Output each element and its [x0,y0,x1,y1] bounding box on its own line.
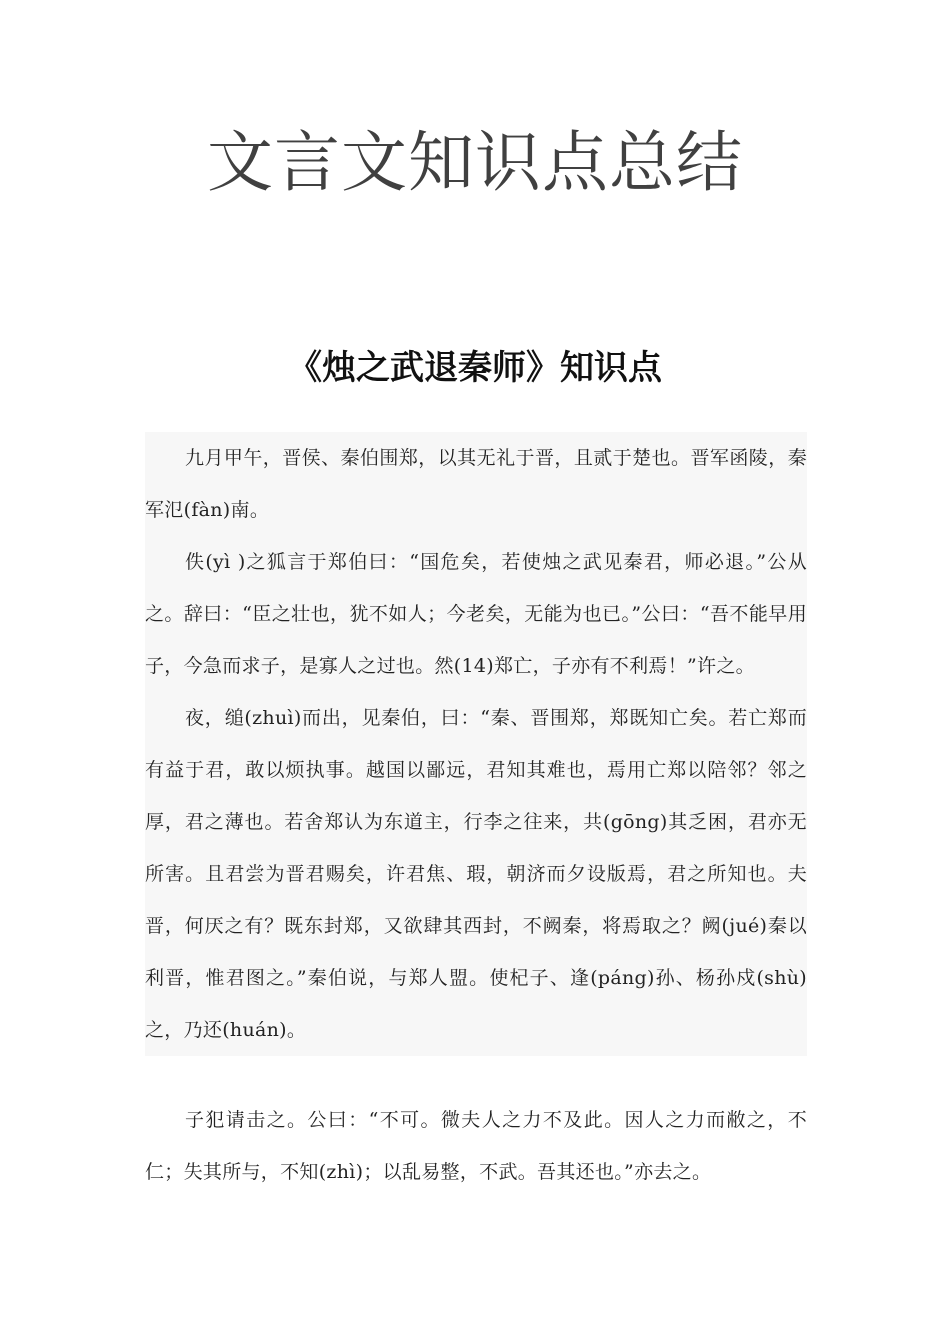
plain-text-block [145,1094,807,1198]
paragraph-1: 九月甲午，晋侯、秦伯围郑，以其无礼于晋，且贰于楚也。晋军函陵，秦军氾(fàn)南。 [145,447,807,521]
shaded-text-block [145,432,807,1056]
document-title: 文言文知识点总结 [207,124,743,201]
paragraph-4: 子犯请击之。公曰：“不可。微夫人之力不及此。因人之力而敝之，不仁；失其所与，不知(zhì)；以乱易整，不武。吾其还也。”亦去之。 [145,1109,807,1183]
paragraph-3: 夜，缒(zhuì)而出，见秦伯，曰：“秦、晋围郑，郑既知亡矣。若亡郑而有益于君，敢以烦执事。越国以鄙远，君知其难也，焉用亡郑以陪邻？邻之厚，君之薄也。若舍郑认为东道主，行李之往来，共(gōng)其乏困，君亦无所害。且君尝为晋君赐矣，许君焦、瑕，朝济而夕设版焉，君之所知也。夫晋，何厌之有？既东封郑，又欲肆其西封，不阙秦，将焉取之？阙(jué)秦以利晋，惟君图之。”秦伯说，与郑人盟。使杞子、逢(páng)孙、杨孙戍(shù)之，乃还(huán)。 [145,707,807,1041]
paragraph-2: 佚(yì )之狐言于郑伯曰：“国危矣，若使烛之武见秦君，师必退。”公从之。辞曰：“臣之壮也，犹不如人；今老矣，无能为也已。”公曰：“吾不能早用子，今急而求子，是寡人之过也。然(14)郑亡，子亦有不利焉！”许之。 [145,551,807,677]
section-title: 《烛之武退秦师》知识点 [288,348,662,388]
